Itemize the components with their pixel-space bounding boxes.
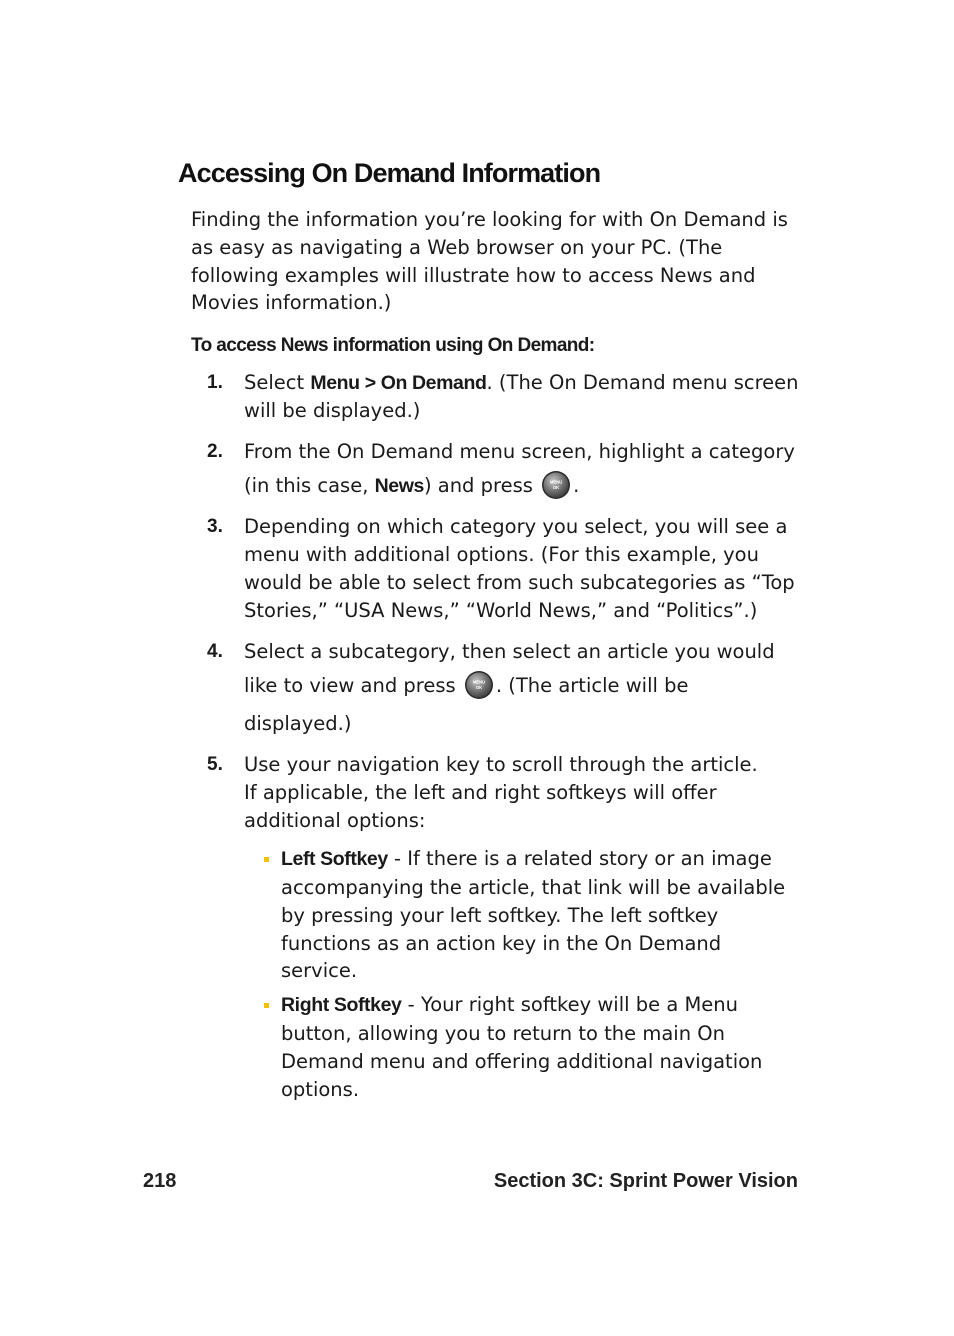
step-text: Depending on which category you select, you will see a menu with additional options. (For this example, you would be able to select from such subcategories as “Top Stories,” “USA News,” “World News,” and “Politics”.) (244, 515, 795, 623)
bullet-square-icon (264, 1003, 269, 1008)
menu-ok-key-icon (464, 670, 494, 700)
step-number: 2. (207, 441, 223, 463)
bullet-right-softkey (244, 991, 801, 1103)
steps-list (191, 369, 801, 1103)
step-text: . (The article will be displayed.) (244, 674, 689, 736)
bullet-left-softkey (244, 845, 801, 985)
step-text: If applicable, the left and right softkeys will offer additional options: (244, 781, 717, 833)
step-text: . (The On Demand menu screen will be displayed.) (244, 371, 799, 423)
step-text: Select a subcategory, then select an article you would (244, 640, 775, 664)
step-number: 4. (207, 641, 223, 663)
bullet-term: Left Softkey (281, 848, 388, 871)
step-text: (in this case, (244, 474, 375, 498)
step-1 (191, 369, 801, 425)
procedure-subheading: To access News information using On Demand: (191, 335, 595, 357)
step-4 (191, 633, 801, 743)
step-text: Select (244, 371, 311, 395)
step-number: 3. (207, 516, 223, 538)
step-number: 1. (207, 372, 223, 394)
bullet-text: - Your right softkey will be a Menu button, allowing you to return to the main On Demand menu and offering additional navigation options. (281, 993, 763, 1101)
step-number: 5. (207, 754, 223, 776)
bullet-square-icon (264, 857, 269, 862)
step-text: . (573, 474, 580, 498)
bullet-text: - If there is a related story or an image accompanying the article, that link will be available by pressing your left softkey. The left softkey functions as an action key in the On Demand service. (281, 847, 786, 983)
menu-ok-key-icon (541, 470, 571, 500)
bullet-term: Right Softkey (281, 994, 402, 1017)
step-text: ) and press (423, 474, 540, 498)
category-name: News (374, 475, 424, 498)
ok-icon-label-bottom: OK (475, 684, 483, 690)
softkey-bullets (244, 845, 801, 1103)
step-3 (191, 513, 801, 625)
ok-icon-label-top: MENU (549, 479, 563, 485)
step-5 (191, 751, 801, 1103)
ok-icon-label-top: MENU (472, 679, 486, 685)
main-content (191, 206, 801, 1111)
page-heading: Accessing On Demand Information (178, 158, 601, 188)
step-text: Use your navigation key to scroll through the article. (244, 753, 758, 777)
ok-icon-label-bottom: OK (552, 484, 560, 490)
step-2 (191, 433, 801, 505)
step-text: like to view and press (244, 674, 462, 698)
step-text: From the On Demand menu screen, highlight a category (244, 440, 795, 464)
section-title: Section 3C: Sprint Power Vision (493, 1170, 798, 1192)
menu-path: Menu > On Demand (310, 372, 487, 395)
intro-paragraph: Finding the information you’re looking for with On Demand is as easy as navigating a Web browser on your PC. (The following examples will illustrate how to access News and Movies information.) (191, 208, 788, 315)
page-number: 218 (143, 1170, 177, 1192)
